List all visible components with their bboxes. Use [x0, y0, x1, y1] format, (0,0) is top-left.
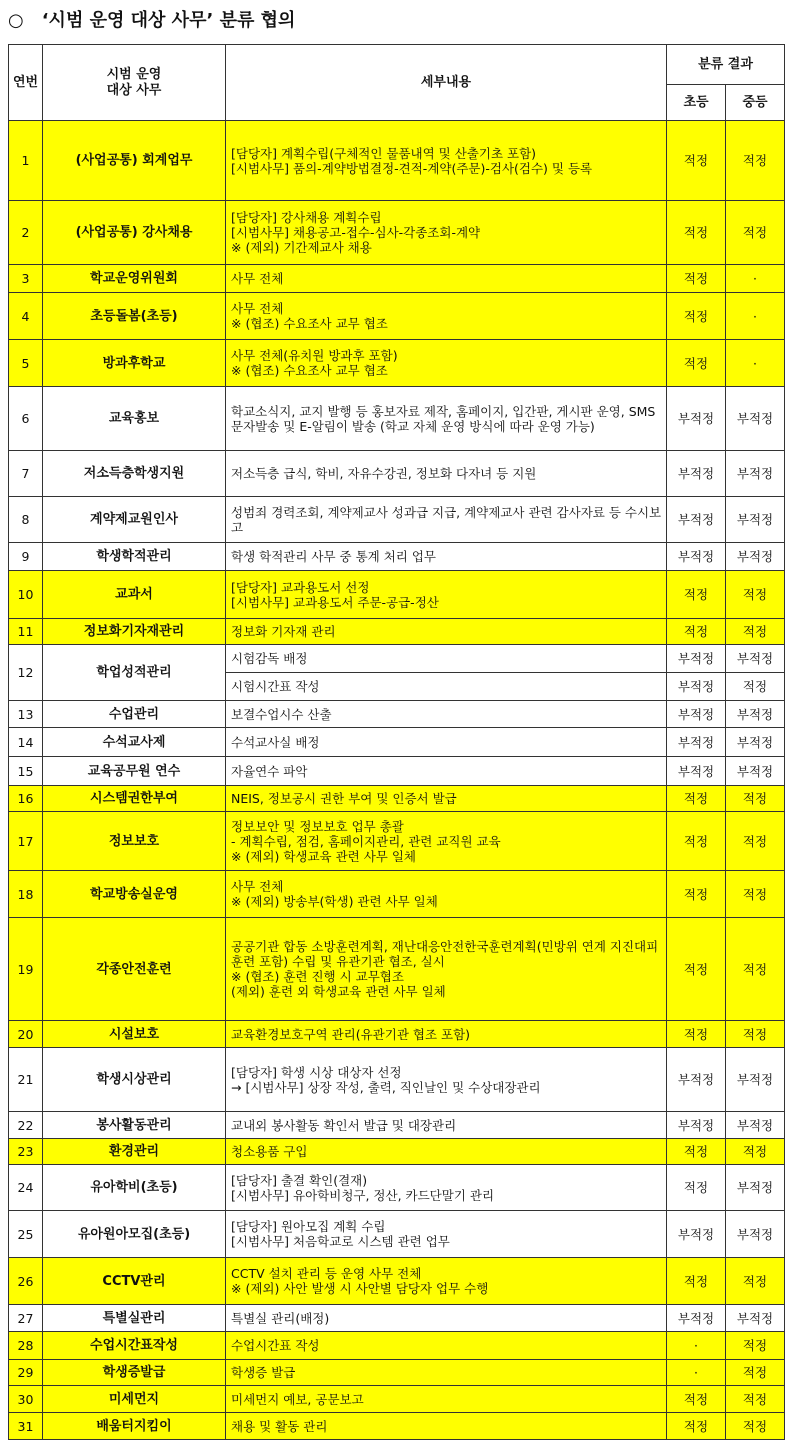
- table-body: [9, 121, 785, 1440]
- result-middle: 적정: [726, 1386, 785, 1413]
- detail-line: [시범사무] 처음학교로 시스템 관련 업무: [231, 1234, 450, 1249]
- result-middle: ·: [726, 265, 785, 293]
- detail-line: 학교소식지, 교지 발행 등 홍보자료 제작, 홈페이지, 입간판, 게시판 운영, SMS 문자발송 및 E-알림이 발송 (학교 자체 운영 방식에 따라 운영 가능): [231, 403, 656, 434]
- row-number: 25: [9, 1211, 43, 1258]
- result-elementary: 적정: [667, 1021, 726, 1048]
- result-middle: 적정: [726, 871, 785, 918]
- table-row: [9, 786, 785, 812]
- table-row: [9, 812, 785, 871]
- result-elementary: 부적정: [667, 1211, 726, 1258]
- detail-line: 특별실 관리(배정): [231, 1310, 330, 1326]
- result-elementary: 적정: [667, 786, 726, 812]
- task-name: 수업시간표작성: [43, 1332, 226, 1360]
- task-name: 수석교사제: [43, 728, 226, 757]
- result-elementary: 적정: [667, 121, 726, 201]
- row-number: 20: [9, 1021, 43, 1048]
- result-elementary: ·: [667, 1332, 726, 1360]
- result-middle: 적정: [726, 918, 785, 1021]
- task-detail: [226, 728, 667, 757]
- task-name: 교육공무원 연수: [43, 757, 226, 786]
- result-middle: 부적정: [726, 1112, 785, 1139]
- header-name-line-1: 시범 운영: [106, 66, 162, 82]
- task-detail: [226, 786, 667, 812]
- result-elementary: 부적정: [667, 645, 726, 673]
- detail-line: 사무 전체: [231, 271, 284, 286]
- detail-line: 저소득층 급식, 학비, 자유수강권, 정보화 다자녀 등 지원: [231, 466, 537, 481]
- result-middle: 부적정: [726, 387, 785, 451]
- header-no: 연번: [9, 45, 43, 121]
- result-middle: 적정: [726, 812, 785, 871]
- result-elementary: 적정: [667, 871, 726, 918]
- row-number: 3: [9, 265, 43, 293]
- result-elementary: ·: [667, 1360, 726, 1386]
- table-row: [9, 201, 785, 265]
- detail-line: 미세먼지 예보, 공문보고: [231, 1391, 364, 1407]
- detail-line: 교육환경보호구역 관리(유관기관 협조 포함): [231, 1026, 471, 1042]
- table-row: [9, 497, 785, 543]
- result-elementary: 부적정: [667, 451, 726, 497]
- result-elementary: 부적정: [667, 673, 726, 701]
- row-number: 26: [9, 1258, 43, 1305]
- detail-line: ※ (제외) 기간제교사 채용: [231, 240, 372, 255]
- result-middle: ·: [726, 340, 785, 387]
- task-detail: [226, 1258, 667, 1305]
- detail-line: 시험감독 배정: [231, 651, 308, 666]
- title-text: ‘시범 운영 대상 사무’ 분류 협의: [41, 10, 296, 31]
- result-elementary: 적정: [667, 293, 726, 340]
- detail-line: 사무 전체: [231, 301, 284, 316]
- table-row: [9, 451, 785, 497]
- table-row: [9, 1139, 785, 1165]
- task-name: 초등돌봄(초등): [43, 293, 226, 340]
- detail-line: [시범사무] 유아학비청구, 정산, 카드단말기 관리: [231, 1187, 495, 1203]
- task-classification-table: [8, 44, 785, 1440]
- result-middle: 적정: [726, 1332, 785, 1360]
- task-detail: [226, 871, 667, 918]
- detail-line: 사무 전체: [231, 879, 284, 894]
- row-number: 15: [9, 757, 43, 786]
- task-name: 저소득층학생지원: [43, 451, 226, 497]
- task-detail: [226, 1139, 667, 1165]
- header-result: 분류 결과: [667, 45, 785, 85]
- detail-line: [담당자] 교과용도서 선정: [231, 579, 370, 595]
- task-name: 수업관리: [43, 701, 226, 728]
- table-row: [9, 728, 785, 757]
- row-number: 9: [9, 543, 43, 571]
- task-detail: [226, 619, 667, 645]
- task-name: 미세먼지: [43, 1386, 226, 1413]
- result-middle: 부적정: [726, 1165, 785, 1211]
- page-title: [8, 6, 295, 36]
- detail-line: ※ (제외) 사안 발생 시 사안별 담당자 업무 수행: [231, 1281, 489, 1296]
- result-elementary: 적정: [667, 571, 726, 619]
- detail-line: 자율연수 파악: [231, 763, 308, 779]
- detail-line: - 계획수립, 점검, 홈페이지관리, 관련 교직원 교육: [231, 833, 501, 849]
- task-name: 계약제교원인사: [43, 497, 226, 543]
- detail-line: [담당자] 학생 시상 대상자 선정: [231, 1064, 402, 1080]
- task-name: 봉사활동관리: [43, 1112, 226, 1139]
- task-name: 유아원아모집(초등): [43, 1211, 226, 1258]
- result-middle: ·: [726, 293, 785, 340]
- detail-line: [담당자] 강사채용 계획수립: [231, 210, 382, 225]
- task-detail: [226, 673, 667, 701]
- table-row: [9, 1211, 785, 1258]
- table-row: [9, 1386, 785, 1413]
- task-detail: [226, 918, 667, 1021]
- task-name: 시설보호: [43, 1021, 226, 1048]
- header-middle: 중등: [726, 85, 785, 121]
- result-elementary: 적정: [667, 265, 726, 293]
- task-detail: [226, 1112, 667, 1139]
- task-detail: [226, 1360, 667, 1386]
- result-elementary: 부적정: [667, 1305, 726, 1332]
- table-row: [9, 871, 785, 918]
- detail-line: ※ (협조) 훈련 진행 시 교무협조: [231, 969, 404, 984]
- task-detail: [226, 812, 667, 871]
- table-row: [9, 265, 785, 293]
- task-detail: [226, 1048, 667, 1112]
- result-middle: 적정: [726, 1413, 785, 1440]
- table-row: [9, 1332, 785, 1360]
- result-elementary: 부적정: [667, 387, 726, 451]
- task-detail: [226, 387, 667, 451]
- task-detail: [226, 1165, 667, 1211]
- result-elementary: 부적정: [667, 728, 726, 757]
- detail-line: 수업시간표 작성: [231, 1338, 320, 1353]
- row-number: 24: [9, 1165, 43, 1211]
- task-name: 환경관리: [43, 1139, 226, 1165]
- row-number: 28: [9, 1332, 43, 1360]
- result-elementary: 적정: [667, 812, 726, 871]
- task-name: 교육홍보: [43, 387, 226, 451]
- row-number: 8: [9, 497, 43, 543]
- result-middle: 적정: [726, 1258, 785, 1305]
- header-detail: 세부내용: [226, 45, 667, 121]
- table-row: [9, 918, 785, 1021]
- table-row: [9, 757, 785, 786]
- table-row: [9, 121, 785, 201]
- task-detail: [226, 701, 667, 728]
- task-detail: [226, 543, 667, 571]
- detail-line: ※ (제외) 방송부(학생) 관련 사무 일체: [231, 894, 438, 909]
- result-middle: 부적정: [726, 543, 785, 571]
- task-detail: [226, 201, 667, 265]
- task-name: 학업성적관리: [43, 645, 226, 701]
- detail-line: [시범사무] 채용공고-접수-심사-각종조회-계약: [231, 225, 481, 240]
- row-number: 16: [9, 786, 43, 812]
- table-row: [9, 1165, 785, 1211]
- row-number: 21: [9, 1048, 43, 1112]
- row-number: 17: [9, 812, 43, 871]
- row-number: 6: [9, 387, 43, 451]
- row-number: 22: [9, 1112, 43, 1139]
- header-name: [43, 45, 226, 121]
- detail-line: 청소용품 구입: [231, 1144, 308, 1159]
- table-row: [9, 1112, 785, 1139]
- task-detail: [226, 451, 667, 497]
- detail-line: → [시범사무] 상장 작성, 출력, 직인날인 및 수상대장관리: [231, 1079, 541, 1095]
- detail-line: NEIS, 정보공시 권한 부여 및 인증서 발급: [231, 791, 457, 806]
- result-middle: 적정: [726, 1360, 785, 1386]
- detail-line: 시험시간표 작성: [231, 679, 320, 694]
- header-name-line-2: 대상 사무: [106, 82, 162, 98]
- table-row: [9, 1258, 785, 1305]
- detail-line: [담당자] 원아모집 계획 수립: [231, 1219, 386, 1234]
- result-middle: 부적정: [726, 451, 785, 497]
- result-elementary: 적정: [667, 619, 726, 645]
- task-detail: [226, 1332, 667, 1360]
- table-row: [9, 387, 785, 451]
- task-name: 정보화기자재관리: [43, 619, 226, 645]
- table-row: [9, 645, 785, 673]
- table-row: [9, 340, 785, 387]
- result-middle: 부적정: [726, 701, 785, 728]
- detail-line: 학생증 발급: [231, 1365, 296, 1380]
- task-detail: [226, 265, 667, 293]
- task-detail: [226, 121, 667, 201]
- result-middle: 부적정: [726, 645, 785, 673]
- result-middle: 적정: [726, 1021, 785, 1048]
- detail-line: 보결수업시수 산출: [231, 706, 332, 722]
- detail-line: 사무 전체(유치원 방과후 포함): [231, 348, 398, 363]
- result-elementary: 부적정: [667, 701, 726, 728]
- result-elementary: 부적정: [667, 497, 726, 543]
- result-middle: 적정: [726, 619, 785, 645]
- result-middle: 적정: [726, 1139, 785, 1165]
- result-elementary: 적정: [667, 1139, 726, 1165]
- task-name: 학교방송실운영: [43, 871, 226, 918]
- result-elementary: 적정: [667, 1165, 726, 1211]
- task-detail: [226, 571, 667, 619]
- result-middle: 적정: [726, 673, 785, 701]
- task-name: 교과서: [43, 571, 226, 619]
- row-number: 30: [9, 1386, 43, 1413]
- row-number: 12: [9, 645, 43, 701]
- detail-line: [담당자] 계획수립(구체적인 물품내역 및 산출기초 포함): [231, 145, 537, 161]
- result-middle: 적정: [726, 201, 785, 265]
- table-row: [9, 1360, 785, 1386]
- task-detail: [226, 1211, 667, 1258]
- row-number: 29: [9, 1360, 43, 1386]
- row-number: 23: [9, 1139, 43, 1165]
- detail-line: (제외) 훈련 외 학생교육 관련 사무 일체: [231, 984, 446, 999]
- task-name: 학생시상관리: [43, 1048, 226, 1112]
- task-name: 학생증발급: [43, 1360, 226, 1386]
- result-middle: 부적정: [726, 728, 785, 757]
- table-row: [9, 571, 785, 619]
- result-middle: 부적정: [726, 1211, 785, 1258]
- row-number: 11: [9, 619, 43, 645]
- result-middle: 적정: [726, 786, 785, 812]
- row-number: 19: [9, 918, 43, 1021]
- table-row: [9, 543, 785, 571]
- result-elementary: 적정: [667, 918, 726, 1021]
- detail-line: CCTV 설치 관리 등 운영 사무 전체: [231, 1266, 422, 1281]
- result-middle: 부적정: [726, 497, 785, 543]
- detail-line: 교내외 봉사활동 확인서 발급 및 대장관리: [231, 1117, 457, 1133]
- task-detail: [226, 757, 667, 786]
- task-name: CCTV관리: [43, 1258, 226, 1305]
- task-name: 정보보호: [43, 812, 226, 871]
- task-name: 특별실관리: [43, 1305, 226, 1332]
- detail-line: ※ (제외) 학생교육 관련 사무 일체: [231, 848, 416, 864]
- result-elementary: 적정: [667, 340, 726, 387]
- table-row: [9, 293, 785, 340]
- row-number: 10: [9, 571, 43, 619]
- row-number: 14: [9, 728, 43, 757]
- detail-line: 정보보안 및 정보보호 업무 총괄: [231, 818, 404, 834]
- result-elementary: 적정: [667, 1386, 726, 1413]
- table-row: [9, 1048, 785, 1112]
- detail-line: 학생 학적관리 사무 중 통계 처리 업무: [231, 549, 436, 564]
- table-row: [9, 1413, 785, 1440]
- task-detail: [226, 1305, 667, 1332]
- row-number: 31: [9, 1413, 43, 1440]
- task-name: 배움터지킴이: [43, 1413, 226, 1440]
- result-middle: 부적정: [726, 757, 785, 786]
- result-elementary: 적정: [667, 201, 726, 265]
- task-name: (사업공통) 강사채용: [43, 201, 226, 265]
- task-name: 유아학비(초등): [43, 1165, 226, 1211]
- task-detail: [226, 293, 667, 340]
- result-middle: 적정: [726, 121, 785, 201]
- result-elementary: 부적정: [667, 1048, 726, 1112]
- row-number: 13: [9, 701, 43, 728]
- task-detail: [226, 1021, 667, 1048]
- detail-line: 공공기관 합동 소방훈련계획, 재난대응안전한국훈련계획(민방위 연계 지진대피 훈련 포함) 수립 및 유관기관 협조, 실시: [231, 939, 659, 969]
- result-middle: 부적정: [726, 1048, 785, 1112]
- result-elementary: 부적정: [667, 757, 726, 786]
- row-number: 7: [9, 451, 43, 497]
- task-name: 각종안전훈련: [43, 918, 226, 1021]
- task-detail: [226, 497, 667, 543]
- detail-line: ※ (협조) 수요조사 교무 협조: [231, 363, 388, 378]
- result-elementary: 부적정: [667, 1112, 726, 1139]
- detail-line: 채용 및 활동 관리: [231, 1418, 328, 1434]
- task-detail: [226, 340, 667, 387]
- row-number: 18: [9, 871, 43, 918]
- task-detail: [226, 1413, 667, 1440]
- detail-line: ※ (협조) 수요조사 교무 협조: [231, 316, 388, 331]
- row-number: 1: [9, 121, 43, 201]
- task-name: 학생학적관리: [43, 543, 226, 571]
- table-row: [9, 1021, 785, 1048]
- row-number: 2: [9, 201, 43, 265]
- detail-line: 수석교사실 배정: [231, 734, 320, 750]
- circle-bullet-icon: ○: [8, 10, 24, 31]
- table-row: [9, 1305, 785, 1332]
- result-middle: 부적정: [726, 1305, 785, 1332]
- task-detail: [226, 1386, 667, 1413]
- table-row: [9, 701, 785, 728]
- detail-line: [시범사무] 교과용도서 주문-공급-정산: [231, 594, 439, 610]
- task-name: 시스템권한부여: [43, 786, 226, 812]
- row-number: 27: [9, 1305, 43, 1332]
- task-name: 방과후학교: [43, 340, 226, 387]
- detail-line: [담당자] 출결 확인(결재): [231, 1172, 368, 1188]
- task-name: (사업공통) 회계업무: [43, 121, 226, 201]
- result-elementary: 적정: [667, 1413, 726, 1440]
- result-middle: 적정: [726, 571, 785, 619]
- task-detail: [226, 645, 667, 673]
- table-row: [9, 619, 785, 645]
- detail-line: 성범죄 경력조회, 계약제교사 성과급 지급, 계약제교사 관련 감사자료 등 수시보고: [231, 504, 662, 535]
- row-number: 4: [9, 293, 43, 340]
- task-name: 학교운영위원회: [43, 265, 226, 293]
- row-number: 5: [9, 340, 43, 387]
- header-elementary: 초등: [667, 85, 726, 121]
- detail-line: [시범사무] 품의-계약방법결정-견적-계약(주문)-검사(검수) 및 등록: [231, 160, 593, 176]
- result-elementary: 적정: [667, 1258, 726, 1305]
- result-elementary: 부적정: [667, 543, 726, 571]
- detail-line: 정보화 기자재 관리: [231, 624, 336, 639]
